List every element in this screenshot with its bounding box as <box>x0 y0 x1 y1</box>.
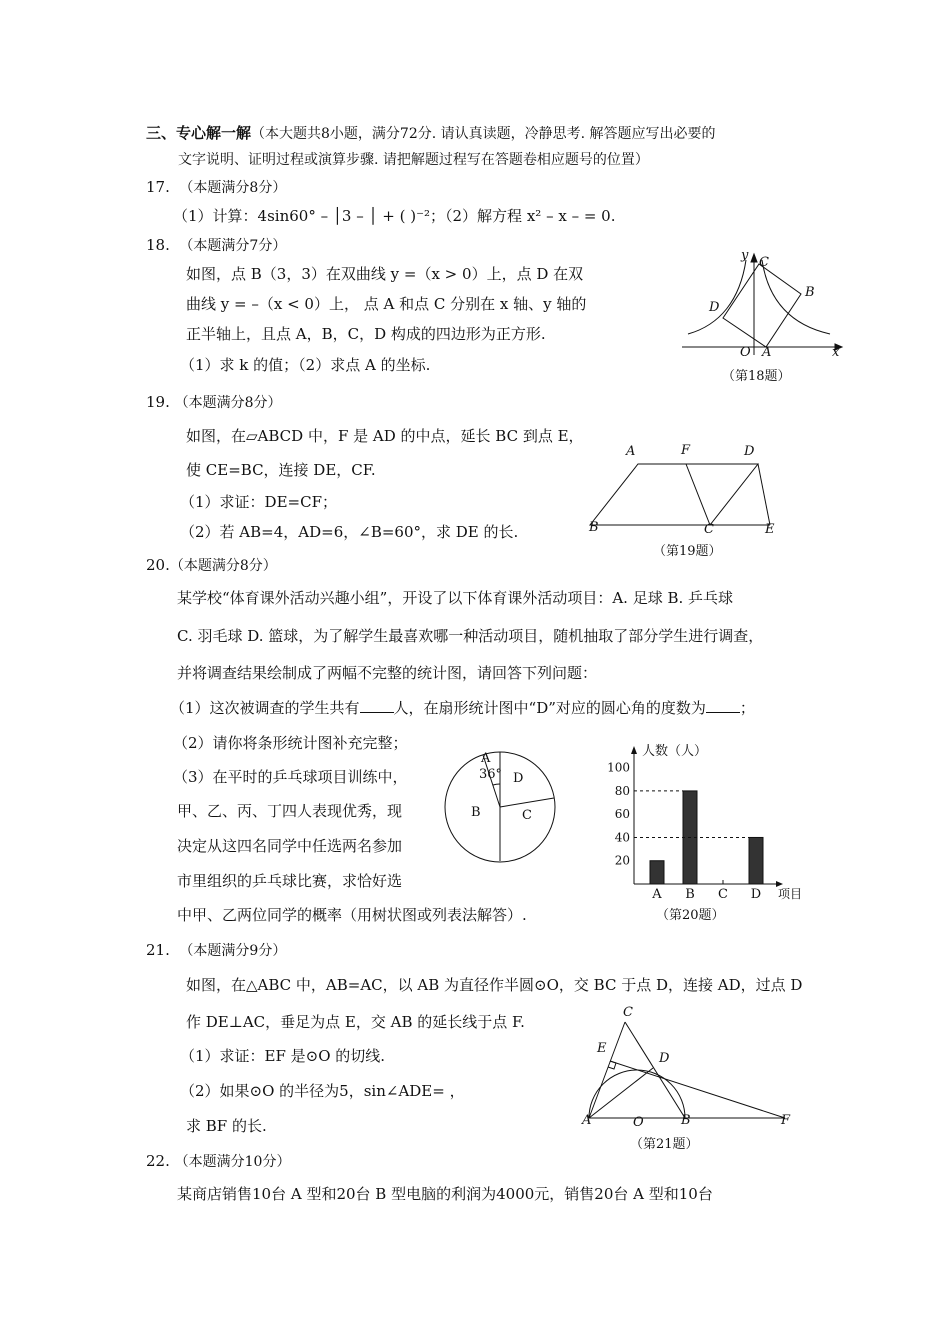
q20-text-10: 中甲、乙两位同学的概率（用树状图或列表法解答）. <box>177 906 527 924</box>
q19-label-C: C <box>704 522 714 537</box>
q19-caption: （第19题） <box>653 544 722 559</box>
q20-bar-chart <box>600 740 810 900</box>
bar-ytick-100: 100 <box>607 760 630 775</box>
bar-y-axis-arrow <box>631 746 637 754</box>
q21-label-D: D <box>659 1051 670 1066</box>
q18-text-4: （1）求 k 的值；（2）求点 A 的坐标. <box>180 356 431 374</box>
q18-caption: （第18题） <box>722 369 791 384</box>
bar-category-B: B <box>685 887 695 902</box>
q19-text-4: （2）若 AB=4，AD=6，∠B=60°，求 DE 的长. <box>180 523 519 541</box>
q18-label-O: O <box>740 345 751 360</box>
bar-category-A: A <box>652 887 662 902</box>
q18-number: 18. <box>146 236 170 254</box>
bar-D <box>749 837 763 884</box>
q22-number: 22. <box>146 1152 170 1170</box>
q22-header <box>146 1151 290 1172</box>
pie-label-D: D <box>513 771 524 786</box>
segment-CF <box>686 464 710 525</box>
section-instruction-2: 文字说明、证明过程或演算步骤. 请把解题过程写在答题卷相应题号的位置） <box>178 152 649 168</box>
q19-score: （本题满分8分） <box>174 395 282 411</box>
q21-figure <box>580 1010 800 1125</box>
q19-label-A: A <box>626 444 636 459</box>
bar-ytick-60: 60 <box>614 807 630 822</box>
q20-text-1: 某学校“体育课外活动兴趣小组”，开设了以下体育课外活动项目：A. 足球 B. 乒乓球 <box>177 589 734 607</box>
q18-text-2: 曲线 y = –（x < 0）上， 点 A 和点 C 分别在 x 轴、y 轴的 <box>186 295 587 313</box>
q17-text: （1）计算：4sin60° – │3 – │ + ( )⁻²；（2）解方程 x² – x – = 0. <box>173 207 616 225</box>
bar-A <box>650 861 664 884</box>
q18-label-x: x <box>832 345 840 360</box>
q18-label-C: C <box>759 255 769 270</box>
q21-score: （本题满分9分） <box>179 943 287 959</box>
section-header <box>146 123 716 144</box>
q19-figure <box>590 455 780 535</box>
q21-text-4: （2）如果⊙O 的半径为5，sin∠ADE= ， <box>180 1082 465 1100</box>
q21-text-5: 求 BF 的长. <box>186 1117 267 1135</box>
q20-header <box>146 555 277 576</box>
q20-text-3: 并将调查结果绘制成了两幅不完整的统计图，请回答下列问题： <box>177 664 598 682</box>
q20-text-4 <box>170 698 755 718</box>
y-axis-arrow <box>751 254 757 262</box>
hyperbola-right <box>762 260 830 334</box>
q19-text-3: （1）求证：DE=CF； <box>180 493 337 511</box>
q21-text-1: 如图，在△ABC 中，AB=AC，以 AB 为直径作半圆⊙O，交 BC 于点 D，连接 AD，过点 D <box>186 976 803 994</box>
q21-label-O: O <box>633 1115 644 1130</box>
q21-label-C: C <box>623 1005 633 1020</box>
semicircle-O <box>589 1070 685 1118</box>
segment-DE <box>758 464 770 525</box>
q21-header <box>146 940 286 961</box>
q18-header <box>146 235 286 256</box>
bar-ylabel: 人数（人） <box>642 744 708 759</box>
q18-label-B: B <box>805 285 815 300</box>
square-ABCD <box>723 264 801 347</box>
q20-caption: （第20题） <box>656 908 725 923</box>
parallelogram-ABCD <box>590 464 758 525</box>
q21-text-2: 作 DE⊥AC，垂足为点 E，交 AB 的延长线于点 F. <box>186 1013 525 1031</box>
q20-score: （本题满分8分） <box>169 558 277 574</box>
q19-label-B: B <box>589 520 599 535</box>
q17-header <box>146 177 286 198</box>
pie-angle-arc <box>493 784 500 785</box>
answer-blank-2[interactable] <box>706 698 740 713</box>
q18-score: （本题满分7分） <box>179 238 287 254</box>
q19-text-2: 使 CE=BC，连接 DE，CF. <box>186 461 376 479</box>
q19-header <box>146 392 282 413</box>
q17-score: （本题满分8分） <box>179 180 287 196</box>
q21-label-B: B <box>681 1113 691 1128</box>
q20-text-5: （2）请你将条形统计图补充完整； <box>173 734 408 752</box>
q18-label-D: D <box>709 300 720 315</box>
bar-ytick-80: 80 <box>614 783 630 798</box>
q18-text-3: 正半轴上，且点 A，B，C，D 构成的四边形为正方形. <box>186 325 546 343</box>
q18-label-A: A <box>762 345 772 360</box>
q20-text-9: 市里组织的乒乓球比赛，求恰好选 <box>177 872 403 890</box>
q19-label-D: D <box>744 444 755 459</box>
q21-text-3: （1）求证：EF 是⊙O 的切线. <box>180 1047 386 1065</box>
q20-text-4c: ； <box>739 699 755 717</box>
section-instruction-1: （本大题共8小题，满分72分. 请认真读题，冷静思考. 解答题应写出必要的 <box>251 126 716 142</box>
bar-category-D: D <box>750 887 762 902</box>
bar-ytick-40: 40 <box>614 830 630 845</box>
q19-text-1: 如图，在▱ABCD 中，F 是 AD 的中点，延长 BC 到点 E， <box>186 427 584 445</box>
line-EF <box>610 1061 785 1118</box>
pie-label-angle: 36° <box>479 767 503 782</box>
pie-label-C: C <box>522 808 532 823</box>
q22-text-1: 某商店销售10台 A 型和20台 B 型电脑的利润为4000元，销售20台 A 型和10台 <box>177 1185 713 1203</box>
q20-number: 20. <box>146 556 170 574</box>
q20-text-7: 甲、乙、丙、丁四人表现优秀，现 <box>177 802 403 820</box>
bar-xlabel: 项目 <box>778 887 803 901</box>
q21-label-F: F <box>781 1113 791 1128</box>
section-title: 三、专心解一解 <box>146 124 252 142</box>
q20-text-2: C. 羽毛球 D. 篮球，为了解学生最喜欢哪一种活动项目，随机抽取了部分学生进行调查， <box>177 627 764 645</box>
bar-category-C: C <box>718 887 728 902</box>
q20-text-8: 决定从这四名同学中任选两名参加 <box>177 837 403 855</box>
bar-ytick-20: 20 <box>614 853 630 868</box>
q19-label-F: F <box>681 443 691 458</box>
pie-label-A: A <box>481 751 491 766</box>
pie-label-B: B <box>471 805 481 820</box>
q21-caption: （第21题） <box>630 1137 699 1152</box>
q20-text-6: （3）在平时的乒乓球项目训练中， <box>173 768 408 786</box>
q17-number: 17. <box>146 178 170 196</box>
q20-text-4a: （1）这次被调查的学生共有 <box>170 699 360 717</box>
pie-divider-DC <box>500 798 554 807</box>
q21-label-E: E <box>597 1041 607 1056</box>
q19-number: 19. <box>146 393 170 411</box>
answer-blank-1[interactable] <box>360 698 394 713</box>
q21-label-A: A <box>582 1113 592 1128</box>
q21-number: 21. <box>146 941 170 959</box>
q22-score: （本题满分10分） <box>174 1154 291 1170</box>
q19-label-E: E <box>765 522 775 537</box>
q18-text-1: 如图，点 B（3，3）在双曲线 y =（x > 0）上，点 D 在双 <box>186 265 584 283</box>
q20-text-4b: 人，在扇形统计图中“D”对应的圆心角的度数为 <box>393 699 706 717</box>
q18-label-y: y <box>741 248 749 263</box>
